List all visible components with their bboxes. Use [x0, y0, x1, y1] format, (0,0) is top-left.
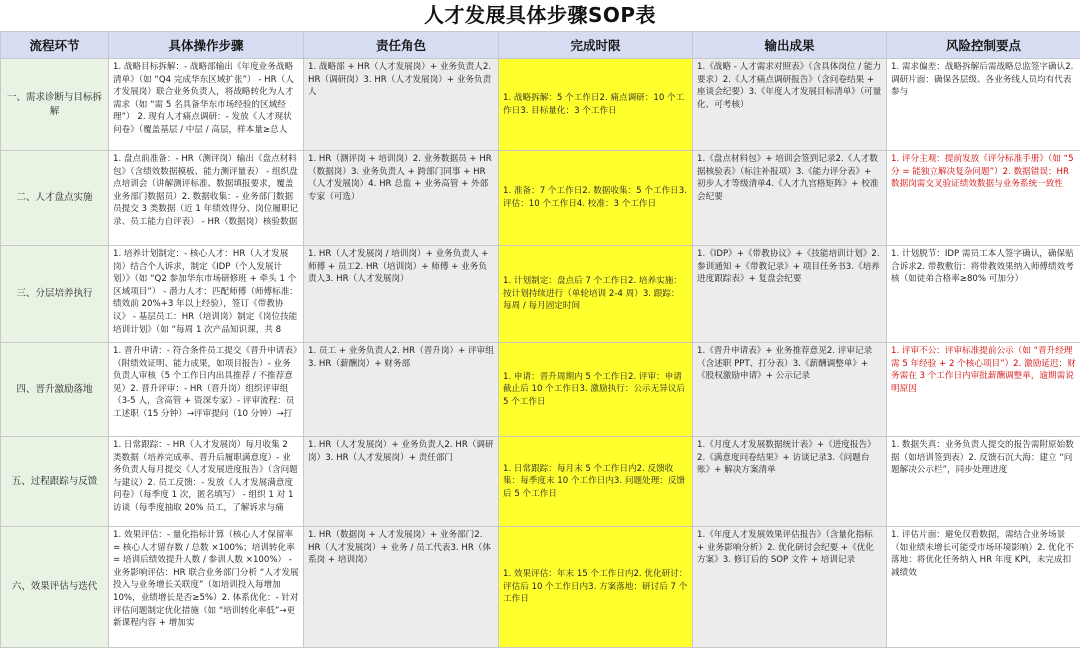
roles-cell [304, 343, 499, 437]
output-text: 1.《月度人才发展数据统计表》+《进度报告》2.《满意度问卷结果》+ 访谈记录3.《问题台账》+ 解决方案清单 [697, 440, 876, 476]
risk-text: 1. 评分主观：提前发放《评分标准手册》（如 “5 分 = 能独立解决复杂问题”）2. 数据错误：HR 数据岗需交叉验证绩效数据与业务系统一致性 [891, 154, 1074, 190]
header-steps: 具体操作步骤 [109, 32, 304, 59]
roles-cell [304, 246, 499, 343]
time-cell [499, 527, 693, 648]
page-title: 人才发展具体步骤SOP表 [423, 3, 657, 27]
stage-cell: 六、效果评估与迭代 [1, 527, 109, 648]
roles-text: 1. HR（测评岗 + 培训岗）2. 业务数据员 + HR（数据岗）3. 业务负责人 + 跨部门同事 + HR（人才发展岗）4. HR 总监 + 业务高管 + 外部专家（可选） [308, 154, 492, 202]
output-cell [693, 437, 887, 527]
risk-cell [887, 151, 1080, 246]
table-row [1, 246, 1080, 343]
steps-text: 1. 效果评估：- 量化指标计算（核心人才保留率 = 核心人才留存数 / 总数 ×100%；培训转化率 = 培训后绩效提升人数 / 参训人数 ×100%） - 业务影响评估：HR 联合业务部门分析 “人才发展投入与业务增长关联度”（如培训投入每增加 10%，业绩增长是否≥5%）2. 体系优化：- 针对评估问题制定优化措施（如 “培训转化率低”→更新课程内容 + 增加实 [113, 530, 299, 629]
roles-text: 1. HR（人才发展岗）+ 业务负责人2. HR（调研岗）3. HR（人才发展岗）+ 责任部门 [308, 440, 494, 463]
steps-cell [109, 527, 304, 648]
time-text: 1. 效果评估：年末 15 个工作日内2. 优化研讨：评估后 10 个工作日内3. 方案落地：研讨后 7 个工作日 [503, 569, 688, 605]
steps-text: 1. 培养计划制定：- 核心人才：HR（人才发展岗）结合个人诉求，制定《IDP（个人发展计划）》（如 “Q2 参加华东市场研修班 + 牵头 1 个区域项目”） - 潜力人才：匹配师傅（师傅标准：绩效前 20%+3 年以上经验），签订《带教协议》 - 基层员工：HR（培训岗）制定《岗位技能培训计划》（如 “每周 1 次产品知识课，共 8 [113, 249, 298, 335]
time-cell [499, 59, 693, 151]
risk-text: 1. 评审不公：评审标准提前公示（如 “晋升经理需 5 年经验 + 2 个核心项目”）2. 激励延迟：财务需在 3 个工作日内审批薪酬调整单，逾期需说明原因 [891, 346, 1076, 394]
sop-table [0, 31, 1080, 648]
header-risk: 风险控制要点 [887, 32, 1080, 59]
time-text: 1. 计划制定：盘点后 7 个工作日2. 培养实施：按计划持续进行（单轮培训 2-4 周）3. 跟踪：每周 / 每月固定时间 [503, 276, 682, 312]
steps-text: 1. 晋升申请：- 符合条件员工提交《晋升申请表》（附绩效证明、能力成果，如项目报告）- 业务负责人审核（5 个工作日内出具推荐 / 不推荐意见）2. 晋升评审：- HR（晋升岗）组织评审组（3-5 人，含高管 + 资深专家）- 评审流程：员工述职（15 分钟）→评审提问（10 分钟）→打 [113, 346, 298, 419]
roles-text: 1. 员工 + 业务负责人2. HR（晋升岗）+ 评审组3. HR（薪酬岗）+ 财务部 [308, 346, 494, 369]
risk-cell [887, 437, 1080, 527]
output-text: 1.《年度人才发展效果评估报告》（含量化指标 + 业务影响分析）2. 优化研讨会纪要 +《优化方案》3. 修订后的 SOP 文件 + 培训记录 [697, 530, 874, 566]
header-time: 完成时限 [499, 32, 693, 59]
output-text: 1.《盘点材料包》+ 培训会签到记录2.《人才数据核验表》（标注补报项）3.《能力评分表》+ 初步人才等级清单4.《人才九宫格矩阵》+ 校准会纪要 [697, 154, 879, 202]
roles-text: 1. HR（数据岗 + 人才发展岗）+ 业务部门2. HR（人才发展岗）+ 业务 / 员工代表3. HR（体系岗 + 培训岗） [308, 530, 491, 566]
steps-cell [109, 246, 304, 343]
stage-cell: 一、需求诊断与目标拆解 [1, 59, 109, 151]
time-text: 1. 战略拆解：5 个工作日2. 痛点调研：10 个工作日3. 目标量化：3 个工作日 [503, 92, 685, 116]
steps-text: 1. 日常跟踪：- HR（人才发展岗）每月收集 2 类数据（培养完成率、晋升后履职满意度）- 业务负责人每月提交《人才发展进度报告》（含问题与建议）2. 员工反馈：- 发放《人才发展满意度问卷》（每季度 1 次，匿名填写） - 组织 1 对 1 访谈（每季度抽取 20% 员工，了解诉求与痛 [113, 440, 298, 513]
output-text: 1.《IDP》+《带教协议》+《技能培训计划》2. 参训通知 +《带教记录》+ 项目任务书3.《培养进度跟踪表》+ 复盘会纪要 [697, 249, 880, 285]
roles-text: 1. 战略部 + HR（人才发展岗）+ 业务负责人2. HR（调研岗）3. HR（人才发展岗）+ 业务负责人 [308, 62, 492, 98]
steps-cell [109, 343, 304, 437]
table-row [1, 437, 1080, 527]
time-cell [499, 151, 693, 246]
stage-cell: 二、人才盘点实施 [1, 151, 109, 246]
steps-cell [109, 151, 304, 246]
risk-cell [887, 246, 1080, 343]
time-text: 1. 申请：晋升周期内 5 个工作日2. 评审：申请截止后 10 个工作日3. 激励执行：公示无异议后 5 个工作日 [503, 371, 686, 407]
stage-cell: 四、晋升激励落地 [1, 343, 109, 437]
header-stage: 流程环节 [1, 32, 109, 59]
output-cell [693, 151, 887, 246]
time-text: 1. 日常跟踪：每月末 5 个工作日内2. 反馈收集：每季度末 10 个工作日内3. 问题处理：反馈后 5 个工作日 [503, 463, 686, 499]
output-cell [693, 246, 887, 343]
table-row [1, 343, 1080, 437]
steps-text: 1. 盘点前准备：- HR（测评岗）输出《盘点材料包》（含绩效数据模板、能力测评量表） - 组织盘点培训会（讲解测评标准、数据填报要求，覆盖业务部门数据员）2. 数据收集：- 业务部门数据员提交 3 类数据（近 1 年绩效得分、岗位履职记录、员工能力自评表） - HR（数据岗）核验数据 [113, 154, 299, 227]
steps-cell [109, 437, 304, 527]
stage-cell: 五、过程跟踪与反馈 [1, 437, 109, 527]
risk-text: 1. 计划脱节：IDP 需员工本人签字确认，确保贴合诉求2. 带教敷衍：将带教效果纳入师傅绩效考核（如徒弟合格率≥80% 可加分） [891, 249, 1074, 285]
stage-cell: 三、分层培养执行 [1, 246, 109, 343]
roles-cell [304, 527, 499, 648]
output-cell [693, 527, 887, 648]
time-text: 1. 准备：7 个工作日2. 数据收集：5 个工作日3. 评估：10 个工作日4. 校准：3 个工作日 [503, 186, 687, 209]
roles-cell [304, 437, 499, 527]
risk-text: 1. 需求偏差：战略拆解后需战略总监签字确认2. 调研片面：确保各层级、各业务线人员均有代表参与 [891, 62, 1074, 98]
risk-cell [887, 527, 1080, 648]
output-text: 1.《晋升申请表》+ 业务推荐意见2. 评审记录（含述职 PPT、打分表）3.《薪酬调整单》+《股权激励申请》+ 公示记录 [697, 346, 873, 382]
output-cell [693, 59, 887, 151]
table-row [1, 151, 1080, 246]
time-cell [499, 246, 693, 343]
table-row [1, 527, 1080, 648]
table-row [1, 59, 1080, 151]
time-cell [499, 343, 693, 437]
output-cell [693, 343, 887, 437]
roles-cell [304, 59, 499, 151]
risk-text: 1. 数据失真：业务负责人提交的报告需附原始数据（如培训签到表）2. 反馈石沉大海：建立 “问题解决公示栏”，同步处理进度 [891, 440, 1074, 476]
time-cell [499, 437, 693, 527]
header-row [1, 32, 1080, 59]
header-output: 输出成果 [693, 32, 887, 59]
steps-text: 1. 战略目标拆解：- 战略部输出《年度业务战略清单》（如 “Q4 完成华东区域扩张”） - HR（人才发展岗）联合业务负责人，将战略转化为人才需求（如 “需 5 名具备华东市场经验的区域经理”） 2. 现有人才痛点调研：- 发放《人才现状问卷》（覆盖基层 / 中层 / 高层，样本量≥总人 [113, 62, 294, 135]
risk-text: 1. 评估片面：避免仅看数据，需结合业务场景（如业绩未增长可能受市场环境影响）2. 优化不落地：将优化任务纳入 HR 年度 KPI，未完成扣减绩效 [891, 530, 1074, 578]
output-text: 1.《战略 - 人才需求对照表》（含具体岗位 / 能力要求）2.《人才痛点调研报告》（含问卷结果 + 座谈会纪要）3.《年度人才发展目标清单》（可量化、可考核） [697, 62, 882, 110]
risk-cell [887, 59, 1080, 151]
risk-cell [887, 343, 1080, 437]
roles-cell [304, 151, 499, 246]
roles-text: 1. HR（人才发展岗 / 培训岗）+ 业务负责人 + 师傅 + 员工2. HR（培训岗）+ 师傅 + 业务负责人3. HR（人才发展岗） [308, 249, 489, 285]
header-roles: 责任角色 [304, 32, 499, 59]
steps-cell [109, 59, 304, 151]
